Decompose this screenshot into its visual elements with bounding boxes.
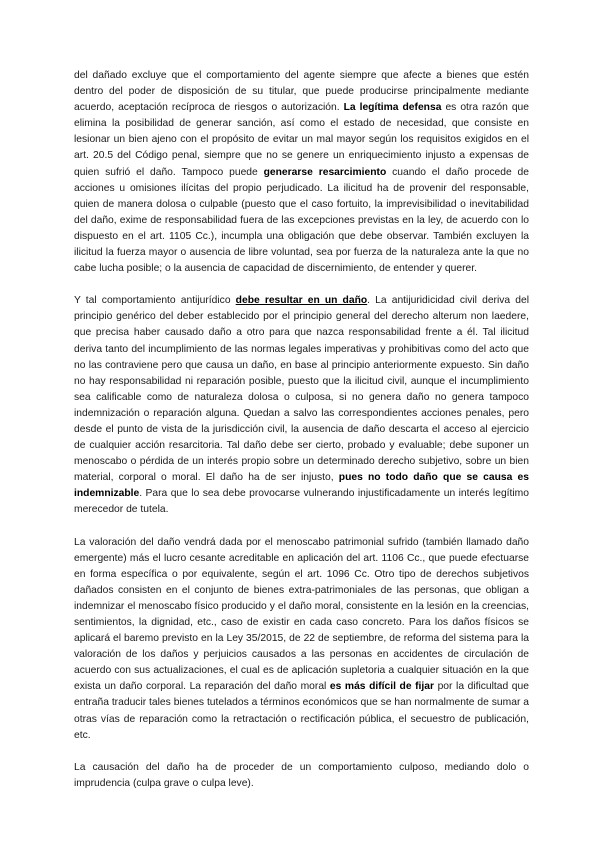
paragraph-3 [74,535,529,744]
text-run: por la dificultad que entraña traducir tales bienes tutelados a términos económicos que se han normalmente de sumar a otras vías de reparación como la retractación o rectificación pública, el secuestro de publicación, etc. [74,681,529,741]
text-run: La valoración del daño vendrá dada por el menoscabo patrimonial sufrido (también llamado daño emergente) más el lucro cesante acreditable en aplicación del art. 1106 Cc., que puede efectuarse en forma específica o por equivalente, según el art. 1096 Cc. Otro tipo de derechos subjetivos dañados consisten en el conjunto de bienes extra-patrimoniales de las personas, que obligan a indemnizar el menoscabo físico producido y el daño moral, consistente en la lesión en la creencias, sentimientos, la dignidad, etc., caso de existir en cada caso concreto. Para los daños físicos se aplicará el baremo previsto en la Ley 35/2015, de 22 de septiembre, de reforma del sistema para la valoración de los daños y perjuicios causados a las personas en accidentes de circulación de acuerdo con sus actualizaciones, el cual es de aplicación supletoria a cualquier situación en la que exista un daño corporal. La reparación del daño moral [74,536,529,693]
text-run: La causación del daño ha de proceder de un comportamiento culposo, mediando dolo o imprudencia (culpa grave o culpa leve). [74,761,529,789]
bold-phrase: generarse resarcimiento [263,166,387,178]
text-run: Y tal comportamiento antijurídico [74,295,236,307]
text-run: . Para que lo sea debe provocarse vulnerando injustificadamente un interés legítimo merecedor de tutela. [74,488,529,516]
bold-phrase: La legítima defensa [343,102,442,114]
bold-phrase: es más difícil de fijar [329,681,435,693]
text-run: del dañado excluye que el comportamiento del agente siempre que afecte a bienes que estén dentro del poder de disposición de su titular, que puede producirse principalmente mediante acuerdo, aceptación recíproca de riesgos o autorización. [74,70,529,114]
paragraph-2 [74,293,529,518]
text-run: . La antijuridicidad civil deriva del principio genérico del deber establecido por el principio general del derecho alterum non laedere, que precisa haber causado daño a otro para que nazca responsabilidad frente a él. Tal ilicitud deriva tanto del incumplimiento de las normas legales imperativas y prohibitivas como del acto que no las contraviene pero que causa un daño, en base al principio anteriormente expuesto. Sin daño no hay responsabilidad ni reparación posible, puesto que la ilicitud civil, aunque el incumplimiento sea calificable como de naturaleza dolosa o culposa, si no genera daño no genera tampoco indemnización o reparación alguna. Quedan a salvo las correspondientes acciones penales, pero desde el punto de vista de la jurisdicción civil, la ausencia de daño descarta el acceso al ejercicio de cualquier acción resarcitoria. Tal daño debe ser cierto, probado y evaluable; debe suponer un menoscabo o pérdida de un interés propio sobre un determinado derecho subjetivo, sobre un bien material, corporal o moral. El daño ha de ser injusto, [74,295,530,484]
bold-phrase: debe resultar en un daño [235,295,368,307]
paragraph-4 [74,760,529,792]
document-body [74,68,529,808]
text-run: cuando el daño procede de acciones u omisiones ilícitas del propio perjudicado. La ilicitud ha de provenir del responsable, quien de manera dolosa o culpable (puesto que el caso fortuito, la imprevisibilidad o inevitabilidad del daño, exime de responsabilidad fuera de las excepciones previstas en la ley, de acuerdo con lo dispuesto en el art. 1105 Cc.), incumpla una obligación que debe observar. También excluyen la ilicitud la fuerza mayor o ausencia de libre voluntad, sea por fuerza de la naturaleza ante la que no cabe lucha posible; o la ausencia de capacidad de discernimiento, de entender y querer. [74,166,529,275]
paragraph-1 [74,68,529,277]
text-run: es otra razón que elimina la posibilidad de generar sanción, así como el estado de necesidad, que consiste en lesionar un bien ajeno con el propósito de evitar un mal mayor según los requisitos exigidos en el art. 20.5 del Código penal, siempre que no se genere un enriquecimiento injusto a expensas de quien sufrió el daño. Tampoco puede [74,102,529,178]
bold-phrase: pues no todo daño que se causa es indemnizable [74,472,529,500]
